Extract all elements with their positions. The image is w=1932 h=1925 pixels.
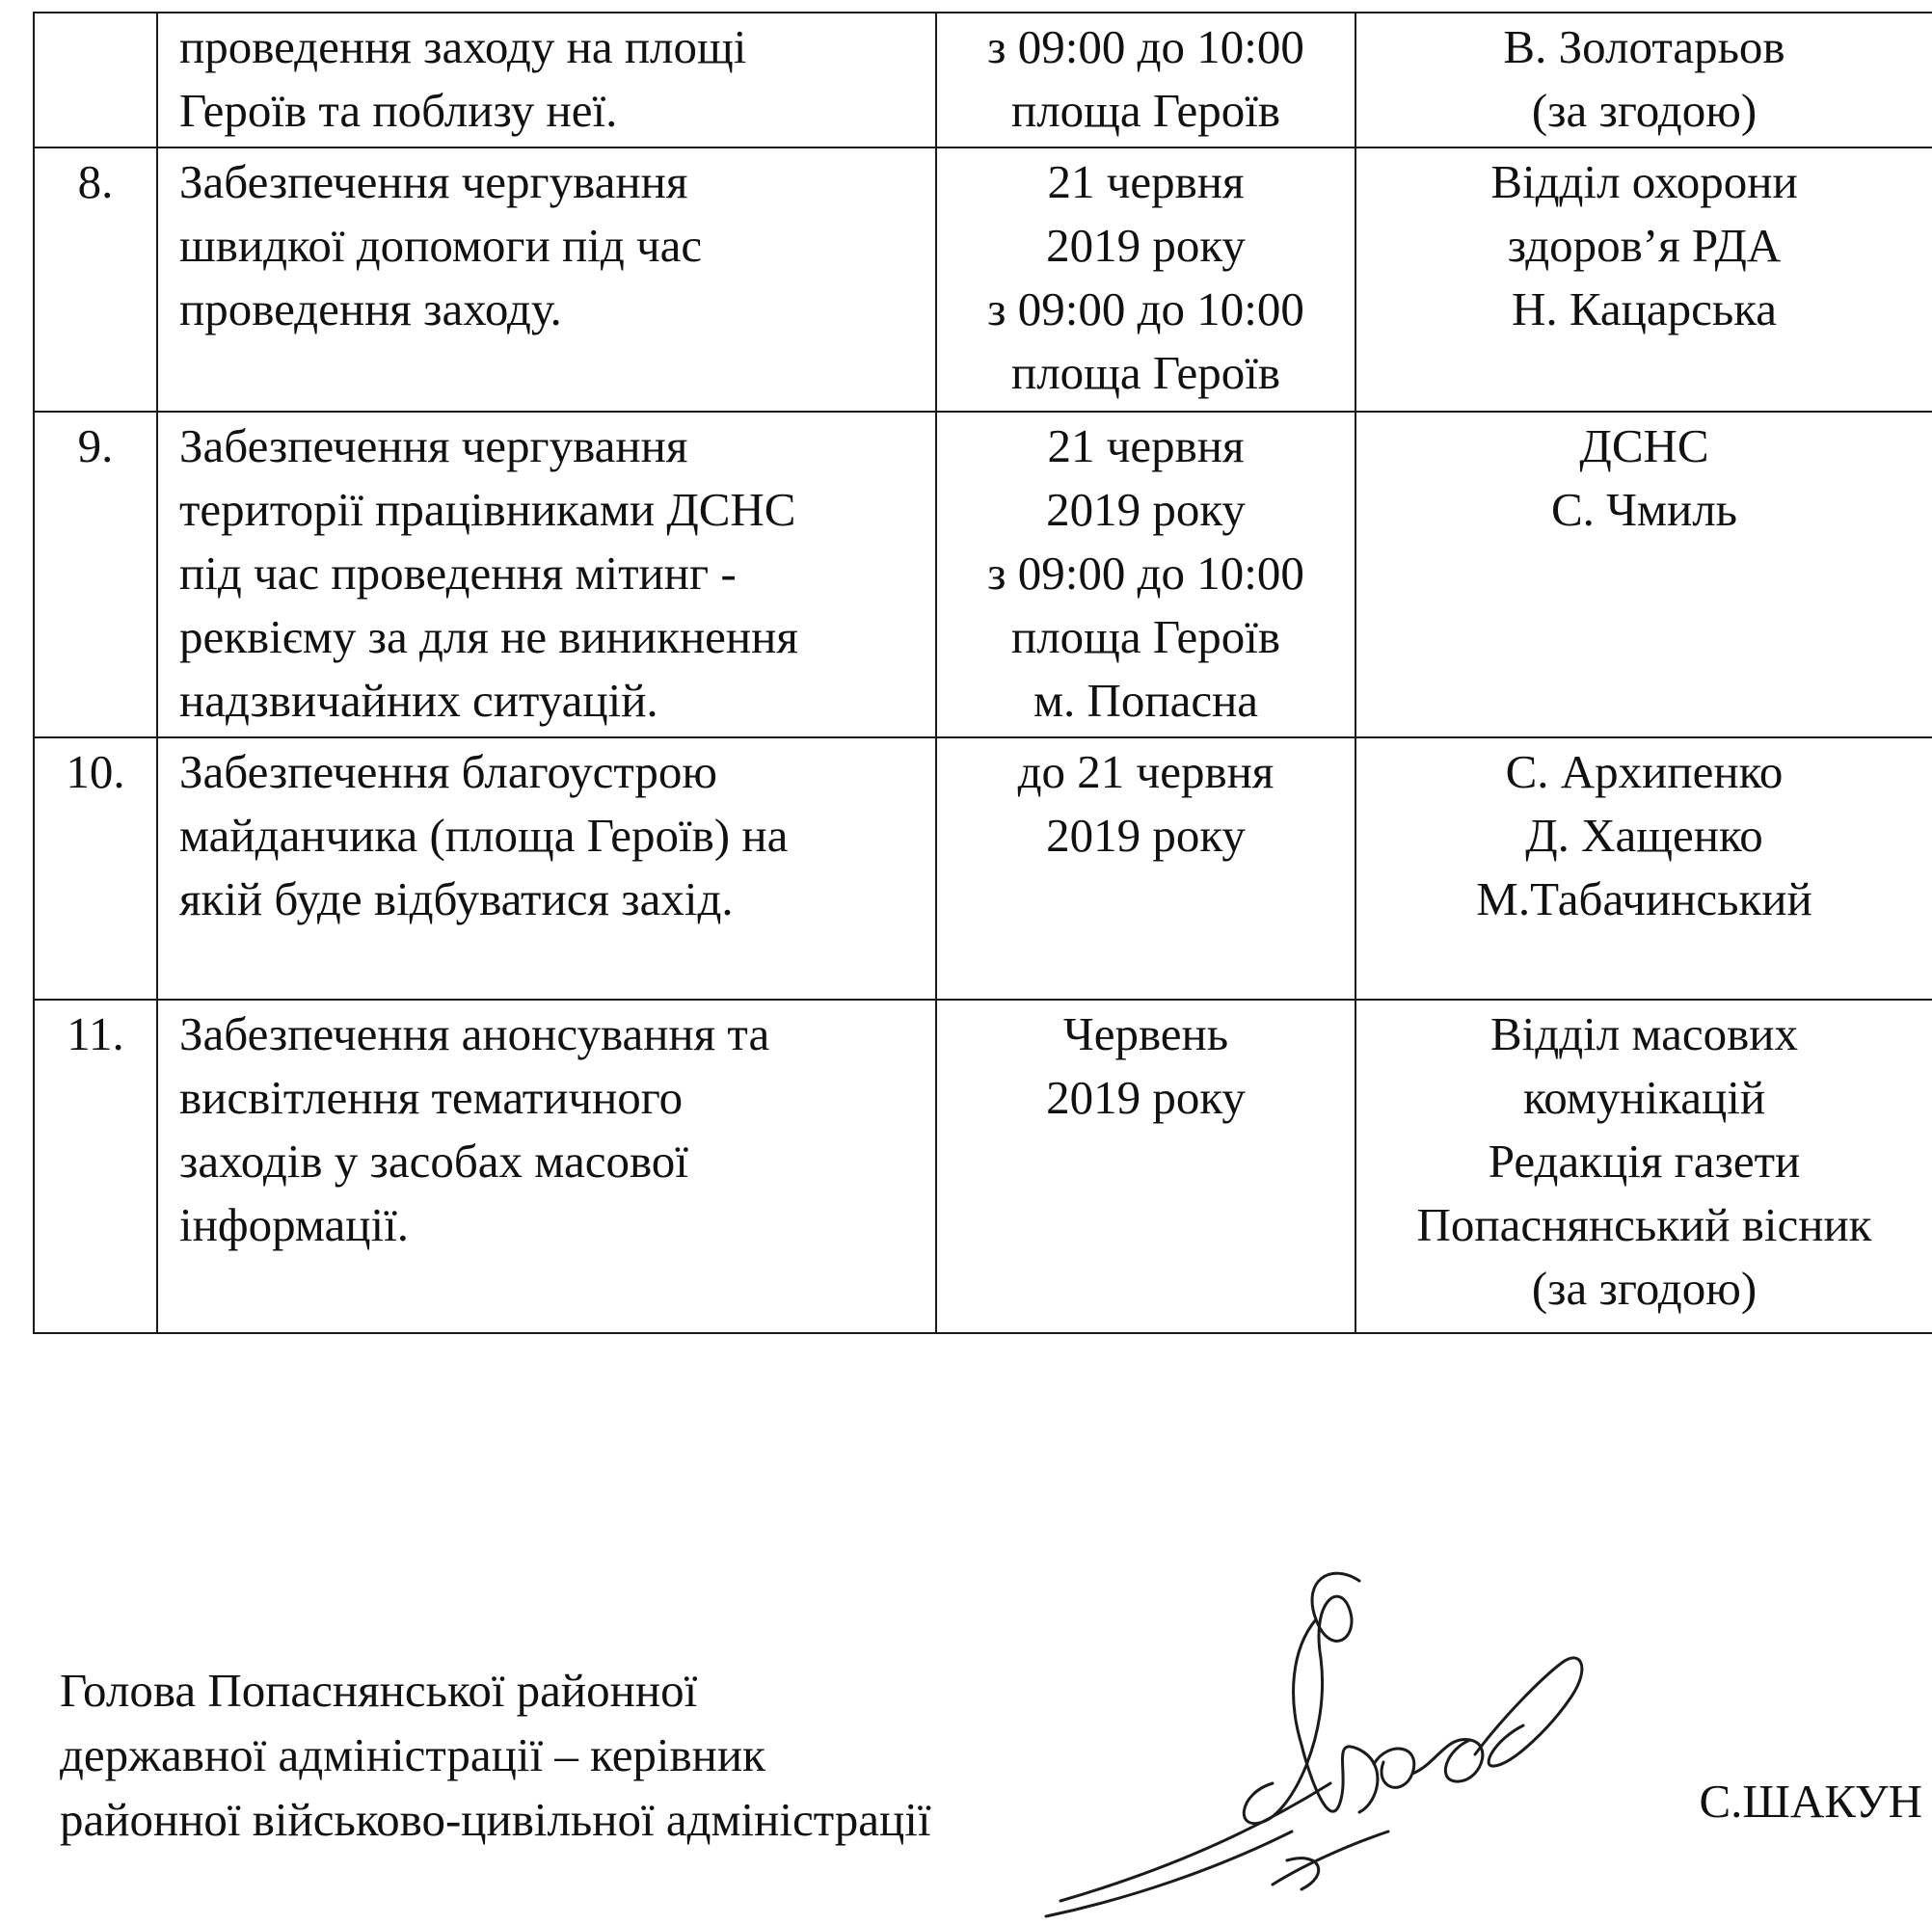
responsible-line: Відділ масових	[1489, 1007, 1798, 1060]
activity-line: інформації.	[179, 1198, 409, 1251]
responsible-line: Редакція газети	[1488, 1135, 1801, 1188]
activity-line: Забезпечення чергування	[179, 155, 688, 208]
activity-line: надзвичайних ситуацій.	[179, 674, 658, 727]
responsible-line: С. Архипенко	[1505, 745, 1784, 798]
activity-cell	[157, 147, 936, 412]
term-line: 2019 року	[1046, 809, 1246, 862]
responsible-line: Попаснянський вісник	[1416, 1198, 1872, 1251]
activity-line: якій буде відбуватися захід.	[179, 872, 734, 925]
activity-cell	[157, 412, 936, 737]
activity-line: майданчика (площа Героїв) на	[179, 809, 789, 862]
responsible-cell	[1355, 13, 1932, 147]
responsible-cell	[1355, 1000, 1932, 1333]
activity-cell	[157, 13, 936, 147]
term-line: площа Героїв	[1011, 610, 1280, 663]
responsible-line: Н. Кацарська	[1511, 282, 1778, 335]
term-line: з 09:00 до 10:00	[987, 20, 1304, 73]
activity-line: Забезпечення чергування	[179, 419, 688, 472]
activity-cell	[157, 1000, 936, 1333]
activity-line: проведення заходу на площі	[179, 20, 747, 73]
activity-line: Героїв та поблизу неї.	[179, 84, 618, 137]
activity-line: заходів у засобах масової	[179, 1135, 688, 1188]
handwritten-signature-icon	[1041, 1542, 1620, 1918]
responsible-line: Д. Хащенко	[1525, 809, 1763, 862]
activity-cell	[157, 737, 936, 1000]
activity-line: Забезпечення анонсування та	[179, 1007, 770, 1060]
responsible-line: В. Золотарьов	[1503, 20, 1785, 73]
position-line: районної військово-цивільної адміністрації	[60, 1793, 931, 1846]
responsible-line: М.Табачинський	[1476, 872, 1812, 925]
term-line: м. Попасна	[1033, 674, 1259, 727]
table-row	[34, 147, 1932, 412]
term-cell	[936, 737, 1355, 1000]
signatory-name: С.ШАКУН	[1699, 1775, 1922, 1828]
responsible-cell	[1355, 737, 1932, 1000]
term-cell	[936, 13, 1355, 147]
term-line: з 09:00 до 10:00	[987, 547, 1304, 600]
measures-table	[33, 12, 1932, 1334]
row-number	[34, 13, 157, 147]
term-line: 2019 року	[1046, 1071, 1246, 1124]
activity-line: швидкої допомоги під час	[179, 219, 703, 272]
responsible-cell	[1355, 412, 1932, 737]
signatory-position	[60, 1658, 930, 1852]
term-line: з 09:00 до 10:00	[987, 282, 1304, 335]
responsible-line: ДСНС	[1579, 419, 1709, 472]
activity-line: території працівниками ДСНС	[179, 483, 796, 536]
position-line: державної адміністрації – керівник	[60, 1728, 765, 1781]
table-row	[34, 1000, 1932, 1333]
activity-line: реквієму за для не виникнення	[179, 610, 798, 663]
row-number: 9.	[34, 412, 157, 737]
responsible-line: (за згодою)	[1531, 84, 1758, 137]
term-cell	[936, 147, 1355, 412]
responsible-line: комунікацій	[1522, 1071, 1766, 1124]
position-line: Голова Попаснянської районної	[60, 1664, 698, 1717]
responsible-line: здоров’я РДА	[1507, 219, 1782, 272]
activity-line: проведення заходу.	[179, 282, 562, 335]
table-row	[34, 13, 1932, 147]
row-number: 8.	[34, 147, 157, 412]
term-cell	[936, 1000, 1355, 1333]
responsible-cell	[1355, 147, 1932, 412]
activity-line: Забезпечення благоустрою	[179, 745, 717, 798]
row-number: 11.	[34, 1000, 157, 1333]
term-line: 2019 року	[1046, 483, 1246, 536]
responsible-line: С. Чмиль	[1550, 483, 1738, 536]
term-line: 21 червня	[1047, 419, 1245, 472]
table-row	[34, 737, 1932, 1000]
activity-line: висвітлення тематичного	[179, 1071, 684, 1124]
term-line: площа Героїв	[1011, 84, 1280, 137]
term-line: Червень	[1062, 1007, 1229, 1060]
term-line: до 21 червня	[1017, 745, 1275, 798]
term-line: площа Героїв	[1011, 346, 1280, 399]
responsible-line: (за згодою)	[1531, 1262, 1758, 1315]
activity-line: під час проведення мітинг -	[179, 547, 737, 600]
table-row	[34, 412, 1932, 737]
term-line: 2019 року	[1046, 219, 1246, 272]
term-line: 21 червня	[1047, 155, 1245, 208]
responsible-line: Відділ охорони	[1490, 155, 1798, 208]
term-cell	[936, 412, 1355, 737]
row-number: 10.	[34, 737, 157, 1000]
